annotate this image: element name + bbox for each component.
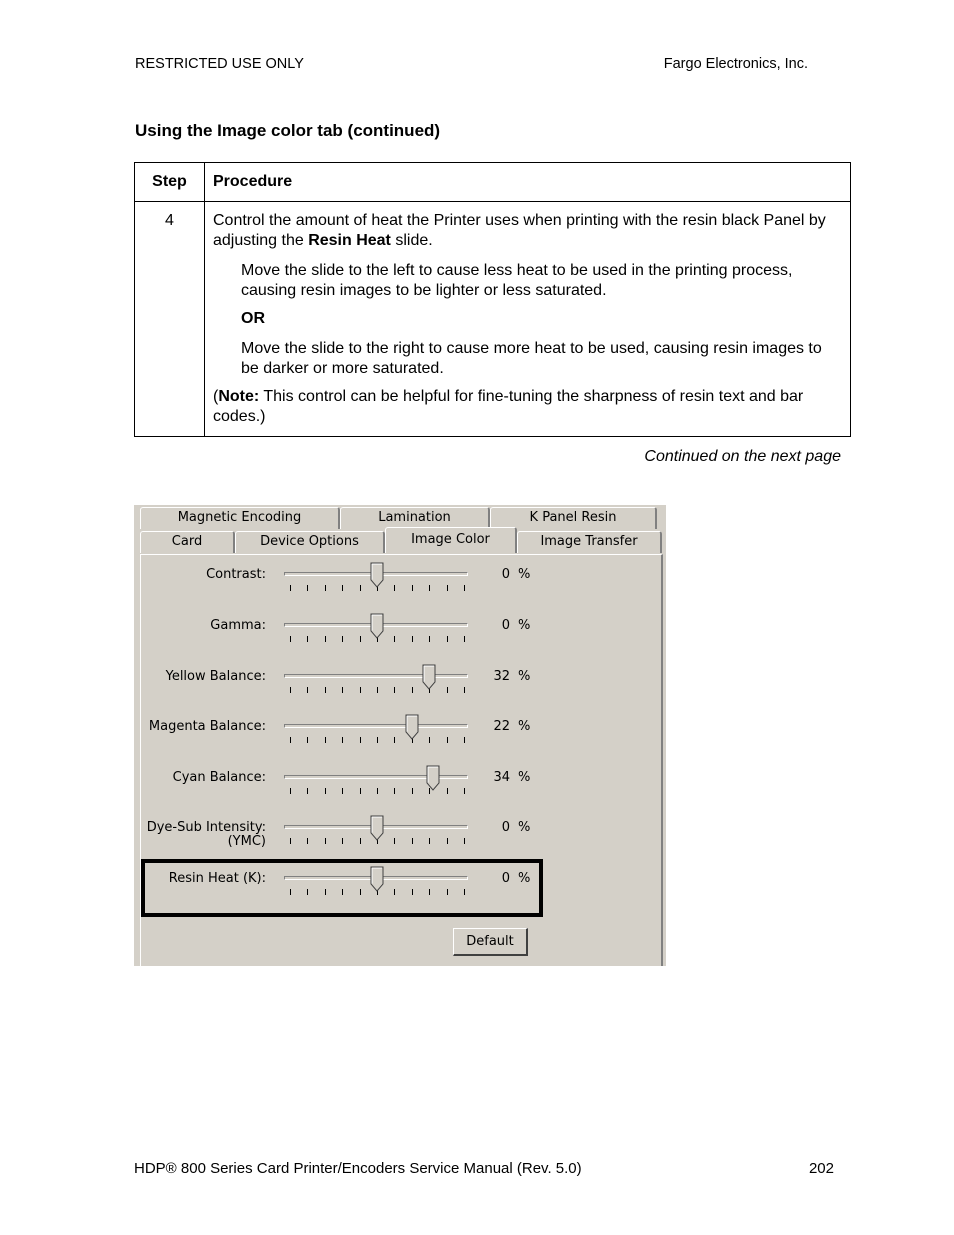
dye-sub-intensity-value: 0 bbox=[501, 820, 510, 835]
tick-mark bbox=[342, 788, 343, 794]
resin-heat-highlight-box bbox=[141, 859, 543, 917]
tick-mark bbox=[290, 687, 291, 693]
tab-image-color[interactable]: Image Color bbox=[385, 527, 517, 553]
step-column-header: Step bbox=[135, 163, 205, 202]
magenta-balance-tick-marks bbox=[290, 737, 464, 743]
tick-mark bbox=[394, 687, 395, 693]
tick-mark bbox=[325, 737, 326, 743]
dye-sub-intensity-label: Dye-Sub Intensity: (YMC) bbox=[146, 820, 266, 849]
resin-heat-term: Resin Heat bbox=[308, 232, 391, 249]
tick-mark bbox=[429, 585, 430, 591]
magenta-balance-value: 22 bbox=[493, 719, 510, 734]
tick-mark bbox=[412, 788, 413, 794]
tick-mark bbox=[360, 636, 361, 642]
section-title: Using the Image color tab (continued) bbox=[135, 121, 441, 140]
magenta-balance-unit: % bbox=[518, 719, 531, 734]
tick-mark bbox=[360, 585, 361, 591]
tick-mark bbox=[394, 838, 395, 844]
tick-mark bbox=[447, 585, 448, 591]
tick-mark bbox=[377, 737, 378, 743]
tab-row-bottom bbox=[140, 531, 662, 553]
procedure-column-header: Procedure bbox=[205, 163, 851, 202]
tick-mark bbox=[464, 636, 465, 642]
gamma-value: 0 bbox=[501, 618, 510, 633]
tick-mark bbox=[325, 687, 326, 693]
page-number: 202 bbox=[808, 1160, 834, 1177]
tick-mark bbox=[412, 585, 413, 591]
tab-row-top bbox=[140, 507, 657, 529]
yellow-balance-tick-marks bbox=[290, 687, 464, 693]
tick-mark bbox=[412, 838, 413, 844]
tick-mark bbox=[447, 838, 448, 844]
tick-mark bbox=[290, 636, 291, 642]
tick-mark bbox=[394, 585, 395, 591]
tick-mark bbox=[342, 585, 343, 591]
table-header-row bbox=[135, 163, 851, 202]
tick-mark bbox=[464, 585, 465, 591]
yellow-balance-label: Yellow Balance: bbox=[165, 669, 266, 684]
tick-mark bbox=[429, 838, 430, 844]
tick-mark bbox=[464, 838, 465, 844]
note-label: Note: bbox=[218, 388, 260, 405]
tick-mark bbox=[360, 687, 361, 693]
tick-mark bbox=[429, 636, 430, 642]
tick-mark bbox=[394, 737, 395, 743]
yellow-balance-unit: % bbox=[518, 669, 531, 684]
move-right-paragraph: Move the slide to the right to cause more heat to be used, causing resin images to be darker or more saturated. bbox=[241, 340, 822, 377]
yellow-balance-value: 32 bbox=[493, 669, 510, 684]
tick-mark bbox=[360, 788, 361, 794]
resin-heat-label: Resin Heat (K): bbox=[168, 871, 266, 886]
gamma-slider-thumb[interactable] bbox=[370, 613, 384, 639]
contrast-unit: % bbox=[518, 567, 531, 582]
resin-heat-unit: % bbox=[518, 871, 531, 886]
contrast-value: 0 bbox=[501, 567, 510, 582]
table-row bbox=[135, 202, 851, 437]
tick-mark bbox=[412, 636, 413, 642]
cyan-balance-unit: % bbox=[518, 770, 531, 785]
tick-mark bbox=[464, 788, 465, 794]
tab-lamination[interactable]: Lamination bbox=[340, 507, 490, 529]
tick-mark bbox=[429, 737, 430, 743]
footer-manual-title: HDP® 800 Series Card Printer/Encoders Service Manual (Rev. 5.0) bbox=[134, 1160, 582, 1177]
magenta-balance-slider-thumb[interactable] bbox=[405, 714, 419, 740]
tick-mark bbox=[447, 636, 448, 642]
tick-mark bbox=[307, 737, 308, 743]
tab-k-panel-resin[interactable]: K Panel Resin bbox=[490, 507, 657, 529]
tick-mark bbox=[464, 737, 465, 743]
tab-card[interactable]: Card bbox=[140, 531, 235, 553]
tick-mark bbox=[290, 838, 291, 844]
tick-mark bbox=[394, 636, 395, 642]
cyan-balance-label: Cyan Balance: bbox=[172, 770, 266, 785]
tick-mark bbox=[447, 788, 448, 794]
cyan-balance-slider-thumb[interactable] bbox=[426, 765, 440, 791]
tick-mark bbox=[290, 737, 291, 743]
resin-heat-value: 0 bbox=[501, 871, 510, 886]
header-right: Fargo Electronics, Inc. bbox=[663, 56, 808, 72]
magenta-balance-slider-track[interactable] bbox=[284, 724, 468, 728]
tick-mark bbox=[342, 838, 343, 844]
image-color-dialog-screenshot bbox=[134, 505, 666, 966]
tick-mark bbox=[307, 838, 308, 844]
tick-mark bbox=[447, 687, 448, 693]
tick-mark bbox=[377, 788, 378, 794]
tick-mark bbox=[377, 687, 378, 693]
tick-mark bbox=[447, 737, 448, 743]
tick-mark bbox=[360, 838, 361, 844]
tick-mark bbox=[464, 687, 465, 693]
or-label: OR bbox=[241, 310, 265, 327]
continued-note: Continued on the next page bbox=[644, 448, 841, 465]
tick-mark bbox=[360, 737, 361, 743]
dye-sub-intensity-slider-thumb[interactable] bbox=[370, 815, 384, 841]
procedure-table bbox=[134, 162, 851, 437]
yellow-balance-slider-track[interactable] bbox=[284, 674, 468, 678]
header-left: RESTRICTED USE ONLY bbox=[135, 56, 304, 72]
move-left-paragraph: Move the slide to the left to cause less heat to be used in the printing process, causing resin images to be lighter or less saturated. bbox=[241, 262, 793, 299]
tick-mark bbox=[307, 636, 308, 642]
tab-magnetic-encoding[interactable]: Magnetic Encoding bbox=[140, 507, 340, 529]
magenta-balance-label: Magenta Balance: bbox=[148, 719, 266, 734]
procedure-cell bbox=[205, 202, 851, 437]
cyan-balance-value: 34 bbox=[493, 770, 510, 785]
tick-mark bbox=[325, 838, 326, 844]
tick-mark bbox=[325, 636, 326, 642]
tab-device-options[interactable]: Device Options bbox=[235, 531, 385, 553]
tick-mark bbox=[307, 687, 308, 693]
tick-mark bbox=[290, 585, 291, 591]
tick-mark bbox=[342, 687, 343, 693]
dye-sub-intensity-unit: % bbox=[518, 820, 531, 835]
tab-image-transfer[interactable]: Image Transfer bbox=[517, 531, 662, 553]
gamma-label: Gamma: bbox=[210, 618, 266, 633]
step-number: 4 bbox=[135, 202, 205, 437]
yellow-balance-slider-thumb[interactable] bbox=[422, 664, 436, 690]
note-paragraph: (Note: This control can be helpful for fine-tuning the sharpness of resin text and bar codes.) bbox=[213, 388, 804, 425]
cyan-balance-slider-track[interactable] bbox=[284, 775, 468, 779]
gamma-unit: % bbox=[518, 618, 531, 633]
intro-paragraph: Control the amount of heat the Printer uses when printing with the resin black Panel by adjusting the Resin Heat slide. bbox=[213, 212, 826, 249]
tick-mark bbox=[325, 585, 326, 591]
contrast-label: Contrast: bbox=[206, 567, 266, 582]
tick-mark bbox=[342, 636, 343, 642]
tick-mark bbox=[342, 737, 343, 743]
tick-mark bbox=[307, 585, 308, 591]
default-button[interactable]: Default bbox=[453, 928, 528, 956]
tick-mark bbox=[290, 788, 291, 794]
contrast-slider-thumb[interactable] bbox=[370, 562, 384, 588]
tick-mark bbox=[412, 687, 413, 693]
tick-mark bbox=[307, 788, 308, 794]
tick-mark bbox=[325, 788, 326, 794]
tick-mark bbox=[394, 788, 395, 794]
